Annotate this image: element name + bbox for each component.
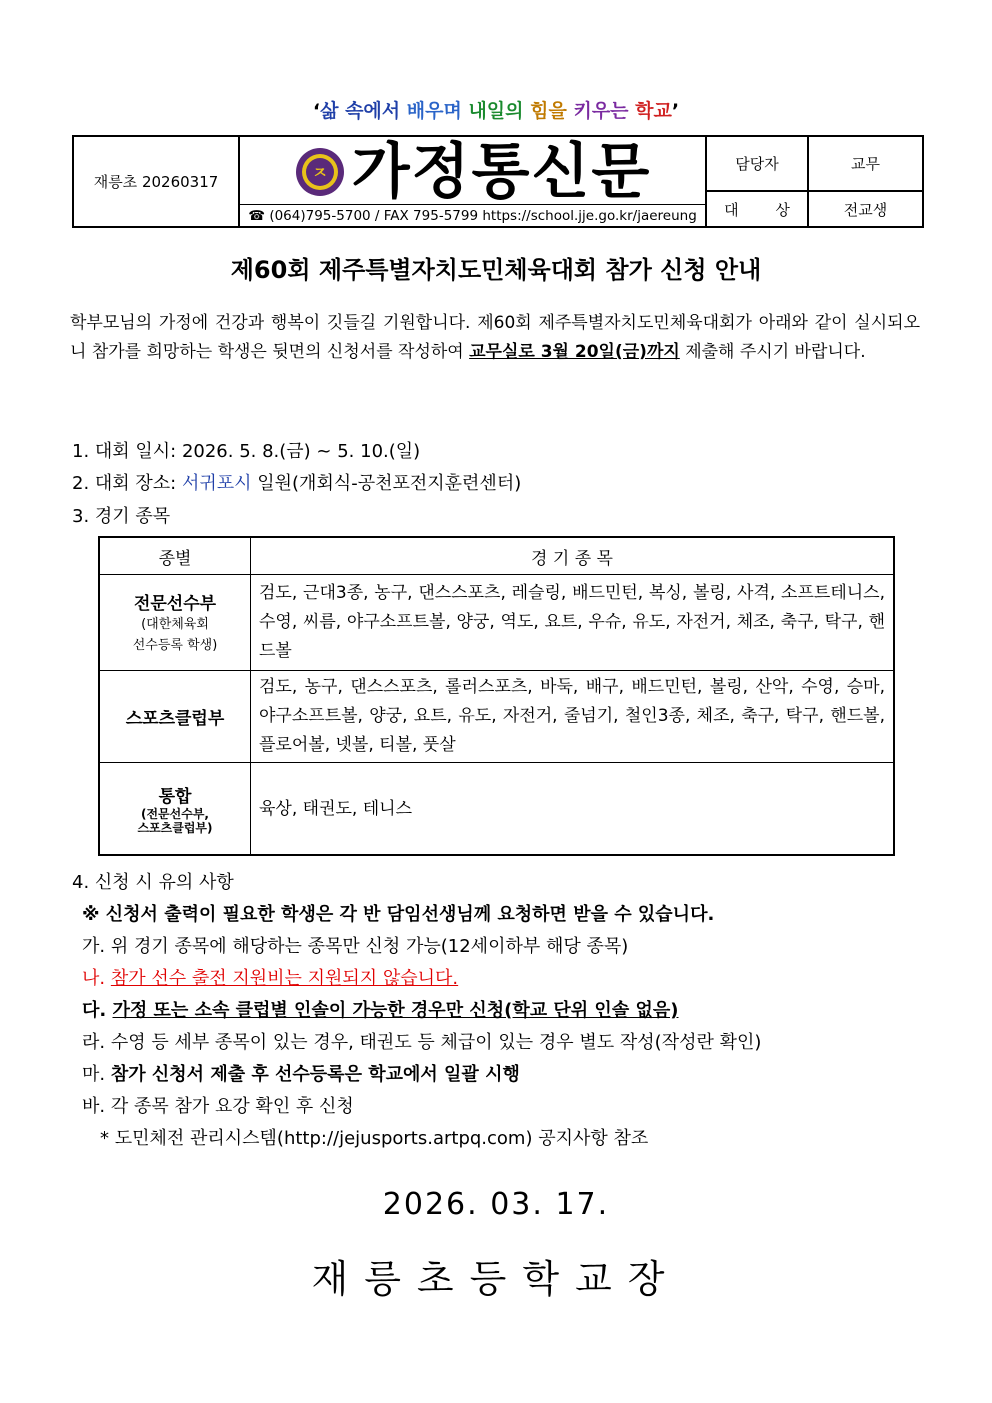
masthead-name: 가정통신문: [351, 137, 652, 207]
note-ma-text: 참가 신청서 제출 후 선수등록은 학교에서 일괄 시행: [110, 1064, 520, 1085]
issue-number: 재릉초 20260317: [74, 137, 240, 226]
slogan-part: 키우는: [573, 100, 636, 122]
slogan-part: 학교: [635, 100, 672, 122]
header-category: 종별: [99, 537, 251, 575]
slogan-part: 삶 속에서: [320, 100, 407, 122]
school-emblem-icon: [294, 146, 346, 198]
slogan-part: 힘을: [530, 100, 574, 122]
note-star: ※ 신청서 출력이 필요한 학생은 각 반 담임선생님께 요청하면 받을 수 있습니다.: [82, 904, 715, 925]
note-ma-prefix: 마.: [82, 1064, 111, 1085]
notes-heading: 4. 신청 시 유의 사항: [72, 872, 234, 893]
document-date: 2026. 03. 17.: [382, 1187, 610, 1222]
note-da: [82, 996, 678, 1022]
events-cell: 검도, 농구, 댄스스포츠, 롤러스포츠, 바둑, 배구, 배드민턴, 볼링, 산악, 수영, 승마, 야구소프트볼, 양궁, 요트, 유도, 자전거, 줄넘기, 철인3종, 체조, 축구, 탁구, 핸드볼, 플로어볼, 넷볼, 티볼, 풋살: [251, 671, 895, 763]
category-name: 전문선수부: [133, 594, 217, 614]
school-slogan: [0, 96, 992, 123]
category-note: 스포츠클럽부): [137, 820, 213, 835]
note-ma: [82, 1060, 520, 1086]
newsletter-header: [72, 135, 924, 228]
note-na: [82, 964, 458, 990]
slogan-close-quote: ’: [671, 100, 680, 122]
masthead: [240, 137, 707, 226]
category-cell: [99, 671, 251, 763]
page-title: 제60회 제주특별자치도민체육대회 참가 신청 안내: [230, 256, 762, 284]
category-note: 선수등록 학생): [132, 638, 218, 653]
events-cell: 육상, 태권도, 테니스: [251, 763, 895, 855]
category-name: 통합: [158, 786, 192, 807]
signature: 재릉초등학교장: [311, 1257, 681, 1301]
note-reference: * 도민체전 관리시스템(http://jejusports.artpq.com) 공지사항 참조: [100, 1128, 649, 1149]
category-note: (전문선수부,: [140, 806, 209, 821]
table-row: [99, 575, 894, 671]
intro-text: 학부모님의 가정에 건강과 행복이 깃들길 기원합니다. 제60회 제주특별자치도민체육대회가 아래와 같이 실시되오니 참가를 희망하는 학생은 뒷면의 신청서를 작성하여: [70, 313, 920, 362]
intro-paragraph: [70, 309, 920, 367]
item-place: [72, 469, 521, 495]
deadline-text: 교무실로 3월 20일(금)까지: [469, 342, 680, 362]
note-ra: 라. 수영 등 세부 종목이 있는 경우, 태권도 등 체급이 있는 경우 별도 작성(작성란 확인): [82, 1032, 762, 1053]
slogan-part: 내일의: [468, 100, 531, 122]
target-label: 대 상: [707, 192, 809, 226]
events-table: [98, 536, 895, 856]
item-place-city: 서귀포시: [181, 473, 252, 494]
category-cell: [99, 763, 251, 855]
masthead-title-row: [240, 139, 705, 205]
note-da-prefix: 다.: [82, 1000, 113, 1021]
table-row: [99, 763, 894, 855]
item-place-prefix: 2. 대회 장소:: [72, 473, 182, 494]
charge-grid: [707, 137, 922, 226]
note-na-text: 참가 선수 출전 지원비는 지원되지 않습니다.: [110, 968, 459, 989]
category-name: 스포츠클럽부: [125, 709, 225, 729]
note-ga: 가. 위 경기 종목에 해당하는 종목만 신청 가능(12세이하부 해당 종목): [82, 936, 629, 957]
target-value: 전교생: [843, 200, 888, 219]
events-cell: 검도, 근대3종, 농구, 댄스스포츠, 레슬링, 배드민턴, 복싱, 볼링, 사격, 소프트테니스, 수영, 씨름, 야구소프트볼, 양궁, 역도, 요트, 우슈, 유도, 자전거, 체조, 축구, 탁구, 핸드볼: [251, 575, 895, 671]
charge-label: 담당자: [707, 137, 809, 192]
note-da-text: 가정 또는 소속 클럽별 인솔이 가능한 경우만 신청(학교 단위 인솔 없음): [112, 1000, 679, 1021]
table-row: [99, 671, 894, 763]
item-events-heading: 3. 경기 종목: [72, 506, 171, 527]
note-na-prefix: 나.: [82, 968, 111, 989]
slogan-open-quote: ‘: [312, 100, 321, 122]
intro-text-end: 제출해 주시기 바랍니다.: [679, 342, 866, 362]
category-cell: [99, 575, 251, 671]
table-header-row: [99, 537, 894, 575]
note-ba: 바. 각 종목 참가 요강 확인 후 신청: [82, 1096, 354, 1117]
contact-line: ☎ (064)795-5700 / FAX 795-5799 https://school.jje.go.kr/jaereung: [240, 204, 705, 224]
item-place-suffix: 일원(개회식-공천포전지훈련센터): [251, 473, 522, 494]
category-note: (대한체육회: [141, 617, 209, 632]
item-date: 1. 대회 일시: 2026. 5. 8.(금) ~ 5. 10.(일): [72, 441, 421, 462]
svg-text:ㅈ: ㅈ: [311, 163, 328, 182]
slogan-part: 배우며: [406, 100, 469, 122]
charge-value: 교무: [809, 137, 922, 192]
header-events: 경 기 종 목: [251, 537, 895, 575]
